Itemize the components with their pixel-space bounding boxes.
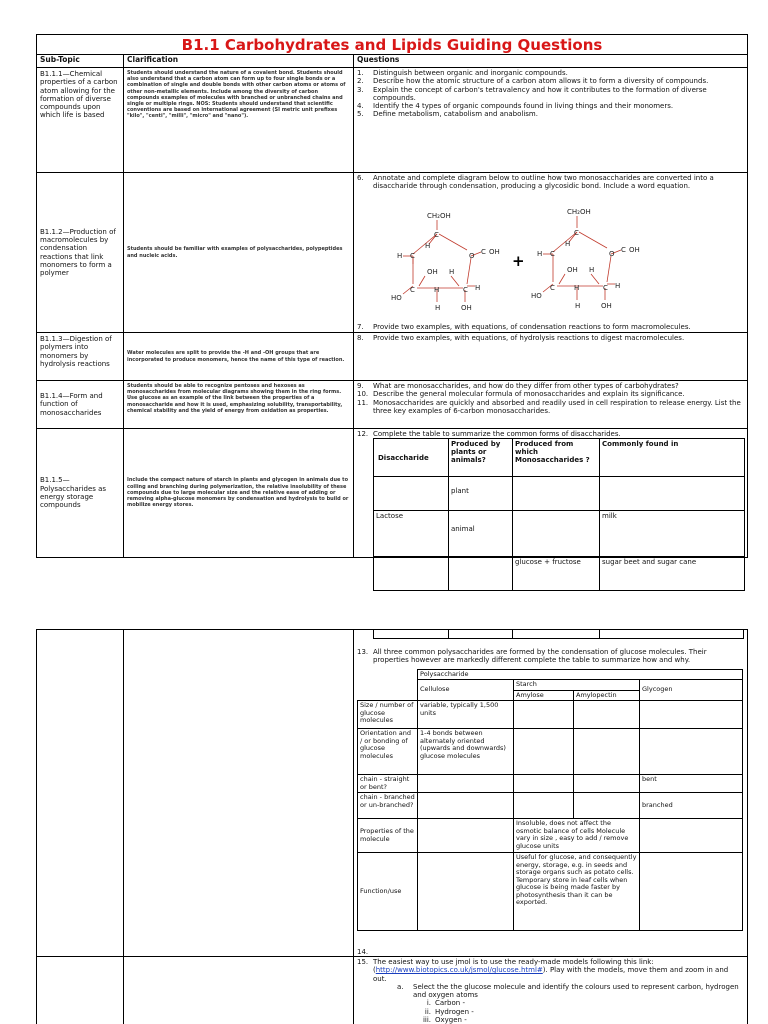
plus-sign: + bbox=[512, 252, 525, 270]
glucose-molecule-right bbox=[531, 208, 640, 310]
table-cell[interactable] bbox=[418, 819, 514, 853]
questions-cell bbox=[354, 68, 747, 172]
table-cell[interactable] bbox=[514, 701, 574, 729]
table-cell[interactable] bbox=[514, 775, 574, 793]
hydroxyl-label: OH bbox=[601, 302, 612, 310]
table-header: Amylose bbox=[514, 690, 574, 701]
subtopic-cell bbox=[37, 957, 124, 1024]
questions-cell bbox=[354, 630, 747, 956]
subtopic-cell: B1.1.2—Production of macromolecules by condensation reactions that link monomers to form a polymer bbox=[37, 173, 124, 332]
table-cell: bent bbox=[640, 775, 743, 793]
carbon-label: C bbox=[463, 286, 468, 294]
carbon-label: C bbox=[603, 284, 608, 292]
subtopic-cell: B1.1.3—Digestion of polymers into monomers by hydrolysis reactions bbox=[37, 333, 124, 380]
table-cell: glucose + fructose bbox=[513, 557, 600, 591]
table-cell[interactable] bbox=[374, 477, 449, 511]
question-item: 11. Monosaccharides are quickly and absorbed and readily used in cell respiration to release energy. List the three key examples of 6-carbon monosaccharides. bbox=[357, 398, 741, 415]
table-cell: sugar beet and sugar cane bbox=[600, 557, 745, 591]
carbon-label: C bbox=[550, 284, 555, 292]
hydrogen-label: H bbox=[475, 284, 481, 292]
question-item: 8. Provide two examples, with equations, of hydrolysis reactions to digest macromolecules. bbox=[357, 334, 685, 342]
glucose-molecule-left bbox=[391, 212, 500, 312]
page-title: B1.1 Carbohydrates and Lipids Guiding Questions bbox=[37, 35, 747, 55]
row-label: Size / number of glucose molecules bbox=[358, 701, 418, 729]
table-cell[interactable] bbox=[574, 729, 640, 775]
polysaccharide-table bbox=[357, 669, 743, 932]
table-cell[interactable] bbox=[513, 477, 600, 511]
question-item: 12. Complete the table to summarize the common forms of disaccharides. bbox=[357, 430, 621, 438]
table-row bbox=[37, 380, 747, 428]
table-row bbox=[358, 819, 743, 853]
table-row bbox=[37, 172, 747, 332]
question-item: 10. Describe the general molecular formula of monosaccharides and explain its significance. bbox=[357, 390, 685, 399]
table-header-row bbox=[37, 55, 747, 67]
row-label: Properties of the molecule bbox=[358, 819, 418, 853]
hydroxyl-label: HO bbox=[391, 294, 402, 302]
question-item: 15. The easiest way to use jmol is to use the ready-made models following this link: (http://www.biotopics.co.uk/jsmol/glucose.html#). Play with the models, move them and zoom in and out. bbox=[357, 958, 729, 983]
table-row bbox=[358, 680, 743, 691]
table-cell: 1-4 bonds between alternately oriented (upwards and downwards) glucose molecules bbox=[418, 729, 514, 775]
table-header: Produced by plants or animals? bbox=[449, 439, 513, 477]
question-item: 14. bbox=[357, 947, 369, 956]
table-row bbox=[358, 853, 743, 931]
table-row bbox=[37, 67, 747, 172]
hydrogen-label: H bbox=[449, 268, 455, 276]
hydrogen-label: H bbox=[565, 240, 571, 248]
table-row bbox=[374, 511, 745, 557]
table-cell[interactable] bbox=[418, 793, 514, 819]
carbon-label: C bbox=[550, 250, 555, 258]
table-cell[interactable] bbox=[374, 557, 449, 591]
carbon-label: C bbox=[481, 248, 486, 256]
table-cell[interactable] bbox=[640, 819, 743, 853]
question-item: 1. Distinguish between organic and inorganic compounds. bbox=[357, 69, 568, 77]
table-cell: animal bbox=[449, 511, 513, 557]
table-cell[interactable] bbox=[574, 775, 640, 793]
ch2oh-label-right: CH₂OH bbox=[567, 208, 591, 216]
hydrogen-oh-label: OH bbox=[489, 248, 500, 256]
sub-item: ii. Hydrogen - bbox=[424, 1007, 474, 1016]
table-row bbox=[37, 332, 747, 380]
subtopic-cell bbox=[37, 630, 124, 956]
hydroxyl-label: OH bbox=[567, 266, 578, 274]
table-cell: Useful for glucose, and consequently energy, storage, e.g. in seeds and storage organs such as potato cells. Temporary store in leaf cells when glucose is being made faster by photosynthesis than it can be exported. bbox=[514, 853, 640, 931]
oxygen-label: O bbox=[469, 252, 475, 260]
subtopic-cell: B1.1.5—Polysaccharides as energy storage compounds bbox=[37, 429, 124, 557]
question-item: 4. Identify the 4 types of organic compounds found in living things and their monomers. bbox=[357, 102, 674, 111]
table-cell: variable, typically 1,500 units bbox=[418, 701, 514, 729]
worksheet-page-1 bbox=[36, 34, 748, 567]
clarification-cell bbox=[124, 957, 354, 1024]
hydrogen-label: H bbox=[615, 282, 621, 290]
carbon-label: C bbox=[410, 252, 415, 260]
table-cell[interactable] bbox=[574, 701, 640, 729]
table-row bbox=[37, 630, 747, 956]
ch2oh-label-left: CH₂OH bbox=[427, 212, 451, 220]
table-header: Amylopectin bbox=[574, 690, 640, 701]
question-item: 13. All three common polysaccharides are formed by the condensation of glucose molecules. Their properties however are markedly different complete the table to summarize how and why. bbox=[357, 648, 707, 665]
table-cell[interactable] bbox=[600, 477, 745, 511]
table-row bbox=[358, 669, 743, 680]
questions-cell bbox=[354, 429, 747, 567]
hydrogen-label: H bbox=[425, 242, 431, 250]
row-label: Orientation and / or bonding of glucose molecules bbox=[358, 729, 418, 775]
jmol-models-link[interactable]: http://www.biotopics.co.uk/jsmol/glucose.html# bbox=[375, 966, 543, 975]
sub-item: i. Carbon - bbox=[426, 999, 465, 1008]
question-item: 3. Explain the concept of carbon's tetravalency and how it contributes to the formation of diverse compounds. bbox=[357, 85, 707, 102]
table-row bbox=[358, 793, 743, 819]
table-row bbox=[374, 557, 745, 591]
clarification-cell: Students should understand the nature of a covalent bond. Students should also understand that a carbon atom can form up to four single bonds or a combination of single and double bonds with other carbon atoms or atoms of other non-metallic elements. Include among the diversity of carbon compounds examples of molecules with branched or unbranched chains and single or multiple rings. NOS: Students should understand that scientific conventions are based on international agreement (SI metric unit prefixes "kilo", "centi", "milli", "micro" and "nano"). bbox=[124, 68, 354, 172]
subtopic-cell: B1.1.4—Form and function of monosaccharides bbox=[37, 381, 124, 428]
table-cell: branched bbox=[640, 793, 743, 819]
table-row bbox=[358, 775, 743, 793]
clarification-cell: Students should be able to recognize pentoses and hexoses as monosaccharides from molecular diagrams showing them in the ring forms. Use glucose as an example of the link between the properties of a monosaccharide and how it is used, emphasizing solubility, transportability, chemical stability and the yield of energy from oxidation as properties. bbox=[124, 381, 354, 428]
row-label: chain - branched or un-branched? bbox=[358, 793, 418, 819]
row-label: Function/use bbox=[358, 853, 418, 931]
table-cell[interactable] bbox=[640, 853, 743, 931]
hydrogen-label: H bbox=[434, 286, 440, 294]
table-header: Disaccharide bbox=[374, 439, 449, 477]
header-subtopic: Sub-Topic bbox=[37, 55, 124, 67]
table-cell[interactable] bbox=[513, 511, 600, 557]
carbon-label: C bbox=[574, 229, 579, 237]
sub-item: iii. Oxygen - bbox=[422, 1016, 467, 1024]
table-cell: Insoluble, does not affect the osmotic balance of cells Molecule vary in size , easy to add / remove glucose units bbox=[514, 819, 640, 853]
table-header: Starch bbox=[514, 680, 640, 691]
table-row bbox=[358, 729, 743, 775]
question-item: 5. Define metabolism, catabolism and anabolism. bbox=[357, 110, 538, 119]
table-header: Cellulose bbox=[418, 680, 514, 701]
questions-cell bbox=[354, 381, 747, 428]
hydroxyl-label: OH bbox=[427, 268, 438, 276]
table-cell: milk bbox=[600, 511, 745, 557]
oxygen-label: O bbox=[609, 250, 615, 258]
table-cell[interactable] bbox=[418, 775, 514, 793]
hydrogen-label: H bbox=[574, 284, 580, 292]
table-cell[interactable] bbox=[640, 701, 743, 729]
question-item: 2. Describe how the atomic structure of a carbon atom allows it to form a diversity of compounds. bbox=[357, 77, 709, 86]
table-cell[interactable] bbox=[514, 729, 574, 775]
carbon-label: C bbox=[434, 231, 439, 239]
table-cell[interactable] bbox=[449, 557, 513, 591]
header-clarification: Clarification bbox=[124, 55, 354, 67]
table-row bbox=[37, 956, 747, 1024]
table-cell: plant bbox=[449, 477, 513, 511]
sub-question: a. Select the the glucose molecule and identify the colours used to represent carbon, hydrogen and oxygen atoms bbox=[397, 982, 739, 1000]
glucose-condensation-diagram bbox=[389, 206, 659, 324]
disaccharide-table bbox=[373, 438, 745, 591]
table-cell[interactable] bbox=[574, 793, 640, 819]
hydroxyl-label: OH bbox=[461, 304, 472, 312]
table-row bbox=[358, 701, 743, 729]
table-header: Commonly found in bbox=[600, 439, 745, 477]
hydrogen-label: H bbox=[589, 266, 595, 274]
carbon-label: C bbox=[410, 286, 415, 294]
clarification-cell bbox=[124, 630, 354, 956]
table-row bbox=[37, 428, 747, 567]
hydrogen-label: H bbox=[537, 250, 543, 258]
table-cell: Lactose bbox=[374, 511, 449, 557]
worksheet-page-2 bbox=[36, 629, 748, 1024]
table-row bbox=[374, 477, 745, 511]
questions-cell bbox=[354, 957, 747, 1024]
hydroxyl-label: HO bbox=[531, 292, 542, 300]
table-header: Glycogen bbox=[640, 680, 743, 701]
hydrogen-label: H bbox=[435, 304, 441, 312]
question-item: 9. What are monosaccharides, and how do they differ from other types of carbohydrates? bbox=[357, 382, 679, 390]
table-header: Produced from which Monosaccharides ? bbox=[513, 439, 600, 477]
questions-cell bbox=[354, 333, 747, 380]
table-cell[interactable] bbox=[514, 793, 574, 819]
clarification-cell: Water molecules are split to provide the -H and -OH groups that are incorporated to produce monomers, hence the name of this type of reaction. bbox=[124, 333, 354, 380]
table-header: Polysaccharide bbox=[418, 669, 743, 680]
subtopic-cell: B1.1.1—Chemical properties of a carbon atom allowing for the formation of diverse compounds upon which life is based bbox=[37, 68, 124, 172]
questions-cell bbox=[354, 173, 747, 332]
question-item: 6. Annotate and complete diagram below to outline how two monosaccharides are converted into a disaccharide through condensation, producing a glycosidic bond. Include a word equation. bbox=[357, 174, 714, 191]
row-label: chain - straight or bent? bbox=[358, 775, 418, 793]
hydroxyl-label: OH bbox=[629, 246, 640, 254]
carbon-label: C bbox=[621, 246, 626, 254]
hydrogen-label: H bbox=[575, 302, 581, 310]
table-cell[interactable] bbox=[640, 729, 743, 775]
table-cell[interactable] bbox=[418, 853, 514, 931]
clarification-cell: Include the compact nature of starch in plants and glycogen in animals due to coiling and branching during polymerization, the relative insolubility of these compounds due to large molecular size and the relative ease of adding or removing alpha-glucose monomers by condensation and hydrolysis to build or mobilize energy stores. bbox=[124, 429, 354, 557]
hydrogen-label: H bbox=[397, 252, 403, 260]
clarification-cell: Students should be familiar with examples of polysaccharides, polypeptides and nucleic acids. bbox=[124, 173, 354, 332]
table-row bbox=[374, 439, 745, 477]
disaccharide-table-continuation bbox=[373, 630, 744, 639]
header-questions: Questions bbox=[357, 55, 400, 64]
question-item: 7. Provide two examples, with equations, of condensation reactions to form macromolecules. bbox=[357, 322, 691, 331]
